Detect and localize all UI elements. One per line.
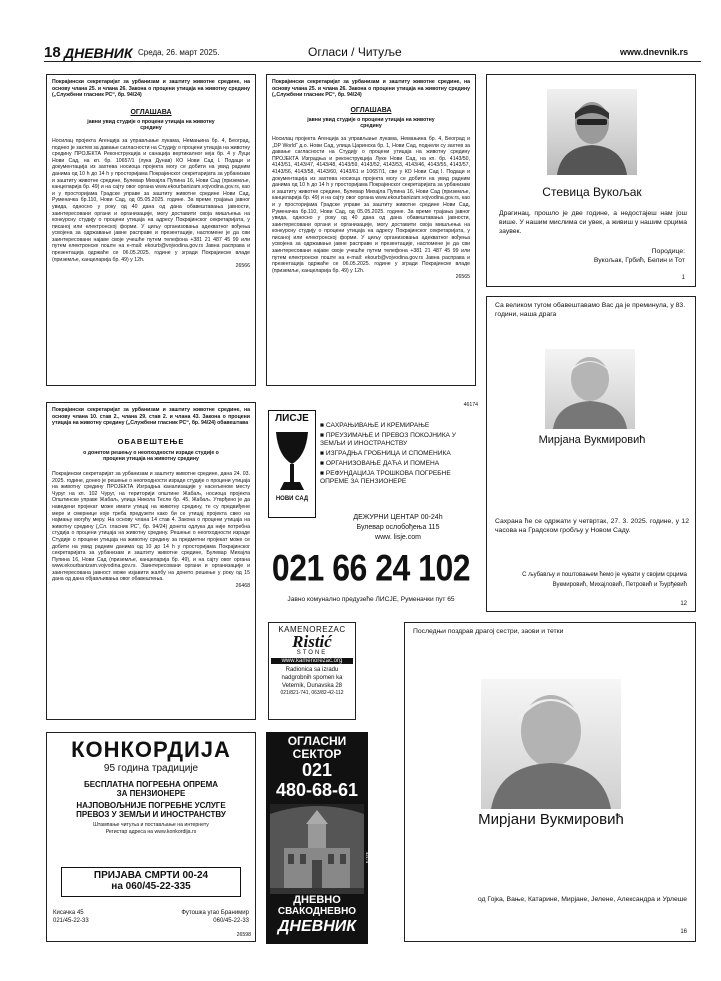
service-item: ■ РЕФУНДАЦИЈА ТРОШКОВА ПОГРЕБНЕ ОПРЕМЕ ЗА ПЕНЗИОНЕРЕ bbox=[320, 470, 451, 485]
logo: ДНЕВНИК bbox=[64, 45, 133, 61]
konkordija-small: Штампање читуља и постављање на интернету bbox=[93, 822, 209, 828]
ristic-line: Veternik, Dunavska 28 bbox=[281, 683, 343, 689]
notice-code: 26566 bbox=[235, 263, 250, 270]
lisje-logo-box bbox=[268, 410, 316, 518]
obituary-signature: од Гојка, Вање, Катарине, Мирјане, Јелене, Александра и Урлеше bbox=[477, 896, 687, 903]
konkordija-left-addr: Кисачка 45 021/45-22-33 bbox=[53, 910, 89, 924]
obituary-signature: Вукољак, Грбић, Белин и Тот bbox=[593, 257, 685, 264]
service-item: ■ ПРЕУЗИМАЊЕ И ПРЕВОЗ ПОКОЈНИКА У ЗЕМЉИ И ИНОСТРАНСТВУ bbox=[320, 432, 456, 447]
service-item: ■ САХРАЊИВАЊЕ И КРЕМИРАЊЕ bbox=[320, 422, 430, 429]
ad-code: 46174 bbox=[463, 402, 478, 408]
obituary-3 bbox=[404, 622, 696, 942]
konkordija-ad bbox=[46, 732, 256, 942]
obituary-signature: Вукмировић, Михајловић, Петровић и Ђурђевић bbox=[552, 582, 687, 588]
chalice-icon bbox=[270, 426, 314, 496]
konkordija-small: Регистар адреса на www.konkordija.rs bbox=[105, 828, 197, 835]
portrait-photo bbox=[547, 89, 637, 175]
oglasi-title: СЕКТОР bbox=[292, 747, 342, 761]
portrait-photo bbox=[545, 349, 635, 429]
notice-subtitle: јавни увид студије о процени утицаја на животну средину bbox=[87, 118, 215, 132]
oglasi-daily2: СВАКОДНЕВНО bbox=[277, 906, 357, 917]
konkordija-line: БЕСПЛАТНА ПОГРЕБНА ОПРЕМА bbox=[83, 780, 219, 789]
notice-subtitle: јавни увид студије о процени утицаја на животну средину bbox=[307, 116, 435, 130]
notice-3 bbox=[46, 402, 256, 720]
konkordija-right-addr: Футошка угао Бранимир 060/45-22-33 bbox=[181, 910, 249, 924]
obituary-number: 1 bbox=[681, 275, 685, 281]
obituary-2 bbox=[486, 296, 696, 612]
service-item: ■ ОРГАНИЗОВАЊЕ ДАЋА И ПОМЕНА bbox=[320, 460, 440, 467]
city-hall-image bbox=[270, 804, 364, 894]
ristic-line: nadgrobnih spomen ka bbox=[281, 675, 343, 681]
obituary-number: 16 bbox=[680, 929, 687, 935]
ristic-name: Ristić bbox=[292, 632, 332, 651]
obituary-sign-label: С љубављу и поштовањем ћемо је чувати у својим срцима bbox=[522, 572, 687, 578]
konkordija-title: КОНКОРДИЈА bbox=[71, 737, 231, 762]
lisje-phone: 021 66 24 102 bbox=[271, 547, 471, 589]
lisje-ad bbox=[264, 400, 478, 610]
header-date: Среда, 26. март 2025. bbox=[138, 48, 220, 57]
konkordija-death-box bbox=[61, 867, 241, 897]
ristic-ad bbox=[268, 622, 356, 720]
obituary-intro: Последњи поздрав драгој сестри, заови и тетки bbox=[413, 628, 564, 635]
lisje-city: НОВИ САД bbox=[275, 496, 309, 502]
lisje-web: www. lisje.com bbox=[375, 534, 421, 541]
ristic-phone: 021/821-741, 063/82-42-112 bbox=[280, 690, 344, 696]
obituary-text: Сахрана ће се одржати у четвртак, 27. 3. 2025. године, у 12 часова на Градском гробљу у Новом Саду. bbox=[495, 518, 689, 534]
oglasi-ad bbox=[266, 732, 368, 944]
header-section: Огласи / Читуље bbox=[308, 45, 402, 59]
death-report: ПРИЈАВА СМРТИ 00-24 bbox=[93, 870, 209, 881]
oglasi-title: ОГЛАСНИ bbox=[287, 734, 347, 748]
oglasi-phone: 021 bbox=[301, 760, 333, 780]
obituary-number: 12 bbox=[680, 601, 687, 607]
oglasi-daily: ДНЕВНО bbox=[293, 894, 341, 906]
oglasi-paper: ДНЕВНИК bbox=[277, 918, 357, 935]
notice-intro: Покрајински секретаријат за урбанизам и заштиту животне средине, на основу члана 25. и члана 26. Закона о процени утицаја на животну средину („Службени гласник РС“, бр. 94/24) bbox=[272, 79, 470, 99]
ristic-web: www.kamenorezac.org bbox=[271, 658, 353, 664]
konkordija-line: НАЈПОВОЉНИЈЕ ПОГРЕБНЕ УСЛУГЕ bbox=[76, 801, 226, 810]
notice-code: 26565 bbox=[455, 274, 470, 281]
notice-body: Носилац пројекта Агенција за управљање лукама, Немањина бр. 4, Београд и „DP World“ д.о. Нови Сад, улица Царинска бр. 1, Нови Сад, поднели су захтев за давање сагласности на Студију о процени утицаја на животну средину ПРОЈЕКТА Изградња и реконструкција Луке Нови Сад, на кп. бр. 4143/50, 4143/51, 4143/47, 4143/48, 4143/59, 4143/52, 4143/53, 4143/46, 4143/55, 4143/57, 4143/56, 4143/58, 4143/60, 4143/61 и 10657/1, све у КО Нови Сад I. Подаци и документација из захтева носиоца пројекта могу се добити на увид радним данима од 10 h до 14 h у просторијама Покрајинског секретаријата за урбанизам и заштиту животне средине, Булевар Михајла Пупина 16, Нови Сад (приземље, канцеларија бр. 49) и на сајту овог органа www.ekourbanizam.vojvodina.gov.rs, као и у просторијама Градске управе за заштиту животне средине Нови Сад, Руменачка бр.110, Нови Сад, од 05.05.2025. године. За време трајања јавног увида, односно у року од 40 дана од дана обавештавања јавности, заинтересовани органи и организације, могу доставити своја мишљења на конкурсну студију о процени утицаја на адресу Покрајинског секретаријата, у писаној или електронској форми. У циљу организовања адекватног вођења усвојена за одржавање јавне расправе и презентације, наспомене је да сви заинтересовани најаве своје учешће путем телефона +381 21 487 45 99 или путем електронске поште на e-mail: ekourb@vojvodina.gov.rs Јавна расправа и презентација одржаће се 06.05.2025. године у згради Покрајинске владе (приземље, канцеларија бр. 49) у 12h. bbox=[272, 135, 470, 274]
lisje-footer: Јавно комунално предузеће ЛИСЈЕ, Руменачки пут 65 bbox=[287, 596, 455, 603]
notice-title: ОГЛАШАВА bbox=[130, 108, 172, 116]
obituary-text: Драгинац, прошло је две године, а недостајеш нам још више. У нашим мислима си увек, а живиш у нашим срцима заувек. bbox=[499, 210, 687, 235]
lisje-logo-text: ЛИСЈЕ bbox=[275, 413, 309, 424]
services-list bbox=[320, 422, 476, 486]
ristic-sub: STONE bbox=[296, 650, 328, 656]
notice-code: 26468 bbox=[235, 583, 250, 590]
obituary-1 bbox=[486, 74, 696, 287]
page-number: 18 bbox=[44, 44, 61, 61]
ristic-top: KAMENOREZAC bbox=[278, 625, 346, 634]
duty-center: ДЕЖУРНИ ЦЕНТАР 00-24h bbox=[353, 514, 443, 521]
header-website: www.dnevnik.rs bbox=[620, 47, 689, 57]
lisje-address: Булевар ослобођења 115 bbox=[356, 524, 440, 531]
notice-2 bbox=[266, 74, 476, 386]
konkordija-line: ЗА ПЕНЗИОНЕРЕ bbox=[116, 789, 186, 798]
ad-code: 42174 bbox=[365, 852, 370, 864]
obituary-sign-label: Породице: bbox=[651, 248, 685, 255]
konkordija-line: ПРЕВОЗ У ЗЕМЉИ И ИНОСТРАНСТВУ bbox=[76, 810, 226, 819]
obituary-intro: Са великом тугом обавештавамо Вас да је преминула, у 83. години, наша драга bbox=[495, 302, 686, 318]
deceased-name: Мирјани Вукмировић bbox=[478, 811, 624, 828]
ristic-line: Radionica sa izradu bbox=[285, 667, 339, 673]
death-report-phone: на 060/45-22-335 bbox=[111, 881, 191, 892]
notice-title: ОБАВЕШТЕЊЕ bbox=[117, 436, 185, 446]
ad-code: 26598 bbox=[236, 932, 251, 939]
notice-intro: Покрајински секретаријат за урбанизам и заштиту животне средине, на основу члана 10. став 2., члана 29. став 2. и члана 43. Закона о процени утицаја на животну средину („Службени гласник РС“, бр. 94/24) обавештава bbox=[52, 407, 250, 427]
deceased-name: Мирјана Вукмировић bbox=[538, 434, 646, 446]
notice-title: ОГЛАШАВА bbox=[350, 106, 392, 114]
service-item: ■ ИЗГРАДЊА ГРОБНИЦА И СПОМЕНИКА bbox=[320, 450, 451, 457]
konkordija-years: 95 година традиције bbox=[103, 763, 199, 774]
oglasi-phone: 480-68-61 bbox=[275, 780, 359, 800]
notice-1 bbox=[46, 74, 256, 386]
deceased-name: Стевица Вукољак bbox=[542, 185, 642, 199]
portrait-photo bbox=[481, 679, 621, 809]
notice-body: Носилац пројекта Агенција за управљање лукама, Немањина бр. 4, Београд, поднео је захтев за давање сагласности на Студију о процени утицаја на животну средину ПРОЈЕКТА Реконструкција и санација вертикалног кеја бр. 4 у Луци Нови Сад, на кп. бр. 10657/1 (лука Дунав) КО Нови Сад I. Подаци и документација из захтева носиоца пројекта могу се добити на увид радним данима од 10 h до 14 h у просторијама Покрајинског секретаријата за урбанизам и заштиту животне средине, Булевар Михајла Пупина 16, Нови Сад (приземље, канцеларија бр. 49) и на сајту овог органа www.ekourbanizam.vojvodina.gov.rs, као и у просторијама Градске управе за заштиту животне средине Нови Сад, Руменачка бр.110, Нови Сад, од 05.05.2025. године. За време трајања јавног увида, односно у року од 40 дана од дана обавештавања јавности, заинтересовани органи и организације, могу доставити своја мишљења на конкурсну студију о процени утицаја на адресу Покрајинског секретаријата, у писаној или електронској форми. У циљу организовања адекватног вођења усвојена за одржавање јавне расправе и презентације, наспомене је да сви заинтересовани најаве своје учешће путем телефона +381 21 487 45 99 или путем електронске поште на e-mail: ekourb@vojvodina.gov.rs Јавна расправа и презентација одржаће се 06.05.2025. године у згради Покрајинске владе (приземље, канцеларија бр. 49) у 12h. bbox=[52, 137, 250, 263]
notice-subtitle: о донетом решењу о неопходности израде студије о процени утицаја на животну средину bbox=[83, 449, 219, 463]
notice-body: Покрајински секретаријат за урбанизам и заштиту животне средине, дана 24. 03. 2025. године, донео је решење о неопходности израде студије о процени утицаја на животну средину ПРОЈЕКТА Изградња канализације у насељеном месту Чуруг на кп. 102 Чуруг, на територији општине Жабаљ, носиоца пројекта Општинске управе Жабаљ, улица Никола Тесле бр. 45, Жабаљ. Утврђено је да наведени пројекат може имати утицај на животну средину, те су предвиђене мере и смернице које треба предузети како би се утицај пројекта свео на најмању могућу меру. На основу члана 14 став 4. Закона о процени утицаја на животну средину („Сл. гласник РС“, бр. 94/24) донета одлука да није потребна студија о процени утицаја на животну средину. Решење о неопходности израде Студије о процени утицаја на животну средину за предметни пројекат може се добити на увид радним данима од 10 до 14 h у просторијама Покрајинског секретаријата за урбанизам и заштиту животне средине, Булевар Михајла Пупина 16, Нови Сад (приземље, канцеларија бр. 49), и на сајту овог органа www.ekourbanizam.vojvodina.gov.rs. Заинтересовани органи и организације и заинтересована јавност може изјавити жалбу на донето решење у року од 15 дана од дана објављивања овог обавештења. bbox=[52, 470, 250, 583]
notice-intro: Покрајински секретаријат за урбанизам и заштиту животне средине, на основу члана 25. и члана 26. Закона о процени утицаја на животну средину („Службени гласник РС“, бр. 94/24) bbox=[52, 79, 250, 99]
